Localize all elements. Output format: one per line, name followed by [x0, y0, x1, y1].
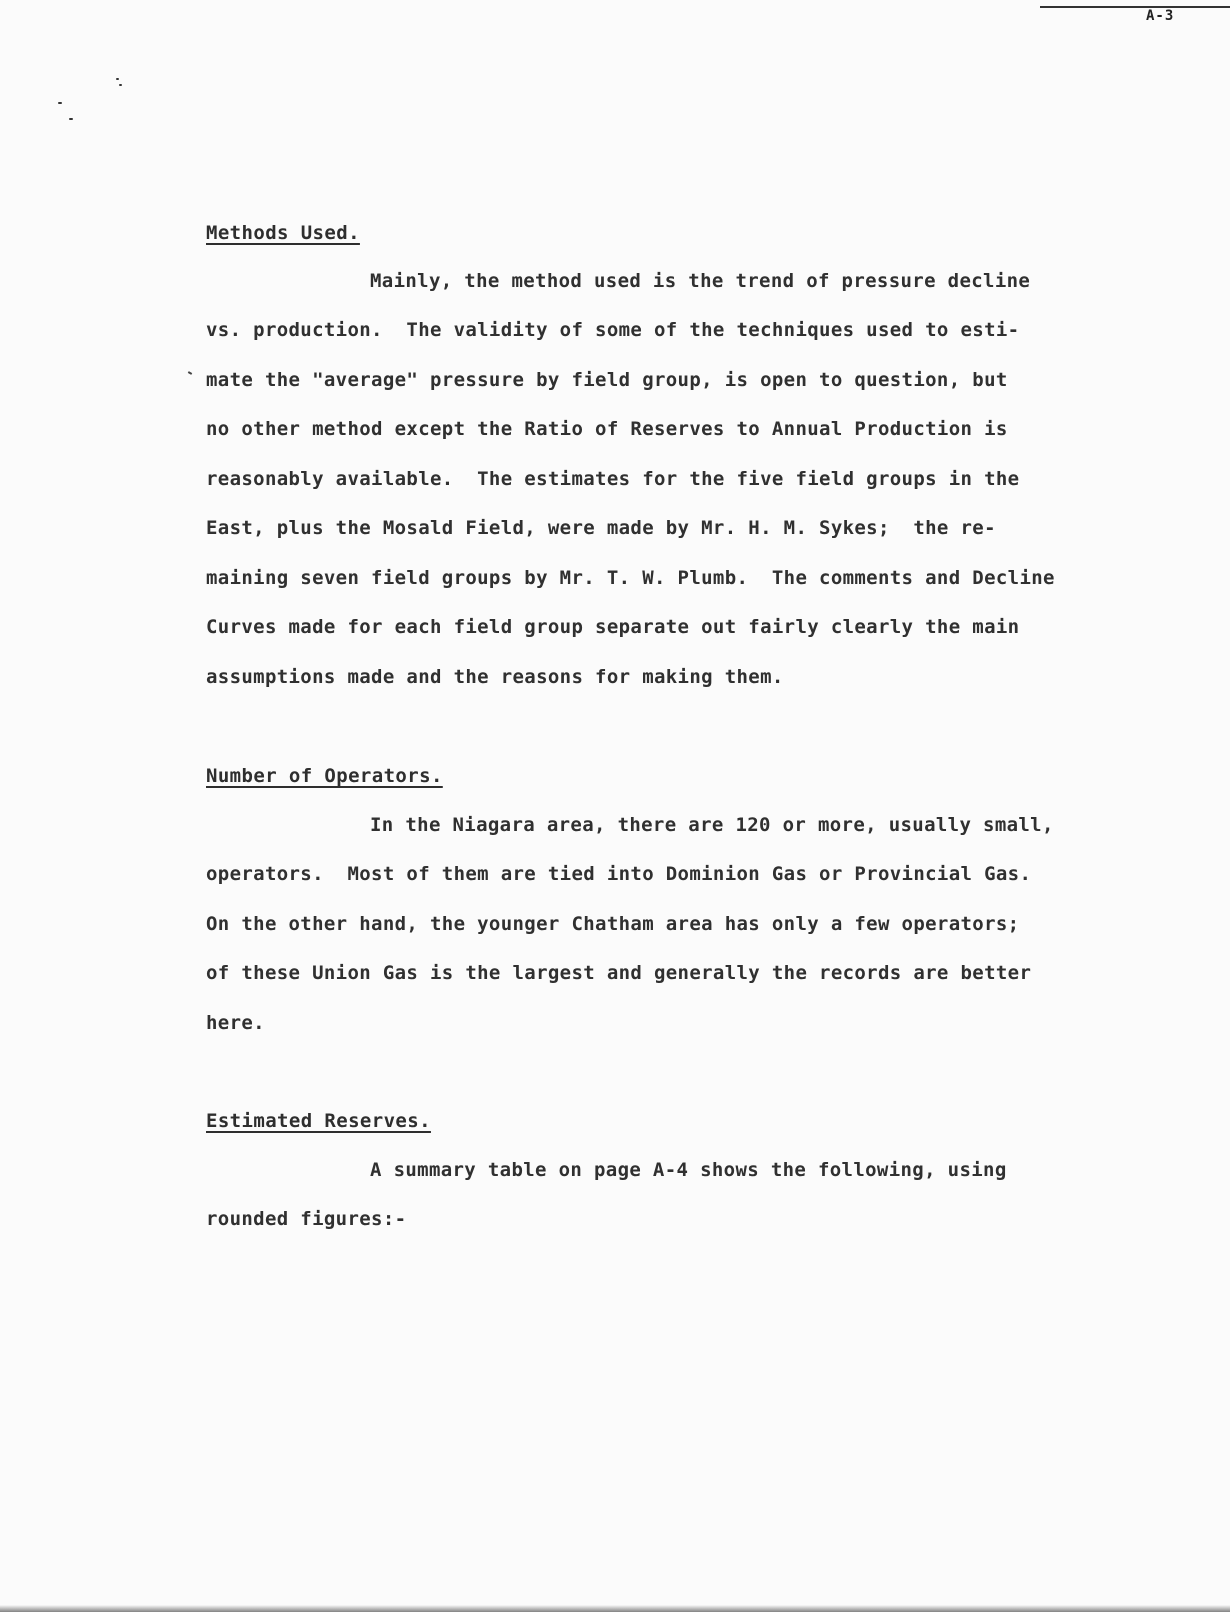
paragraph-line: of these Union Gas is the largest and generally the records are better [206, 962, 1032, 984]
paragraph-line: no other method except the Ratio of Reserves to Annual Production is [206, 418, 1008, 440]
paragraph-line: A summary table on page A-4 shows the following, using [370, 1159, 1007, 1181]
scan-speck [58, 102, 62, 104]
paragraph-line: mate the "average" pressure by field group, is open to question, but [206, 369, 1008, 391]
paragraph-line: Mainly, the method used is the trend of pressure decline [370, 270, 1031, 292]
paragraph-line: vs. production. The validity of some of the techniques used to esti- [206, 319, 1020, 341]
paragraph-line: rounded figures:- [206, 1208, 407, 1230]
paragraph-line: here. [206, 1012, 265, 1034]
paragraph-line: Curves made for each field group separate out fairly clearly the main [206, 616, 1020, 638]
scan-speck [116, 78, 119, 80]
scan-bottom-edge [0, 1605, 1230, 1612]
paragraph-line: assumptions made and the reasons for making them. [206, 666, 784, 688]
top-rule [1040, 6, 1230, 8]
paragraph-line: On the other hand, the younger Chatham area has only a few operators; [206, 913, 1020, 935]
section-heading-number-of-operators: Number of Operators. [206, 765, 443, 787]
paragraph-line: East, plus the Mosald Field, were made by Mr. H. M. Sykes; the re- [206, 517, 996, 539]
paragraph-line: In the Niagara area, there are 120 or more, usually small, [370, 814, 1054, 836]
margin-mark [188, 371, 192, 375]
paragraph-line: reasonably available. The estimates for the five field groups in the [206, 468, 1020, 490]
scan-speck [69, 118, 73, 120]
paragraph-line: operators. Most of them are tied into Dominion Gas or Provincial Gas. [206, 863, 1032, 885]
section-heading-estimated-reserves: Estimated Reserves. [206, 1110, 431, 1132]
paragraph-line: maining seven field groups by Mr. T. W. Plumb. The comments and Decline [206, 567, 1055, 589]
scan-speck [119, 84, 122, 86]
section-heading-methods-used: Methods Used. [206, 222, 360, 244]
page-number: A-3 [1146, 8, 1175, 24]
